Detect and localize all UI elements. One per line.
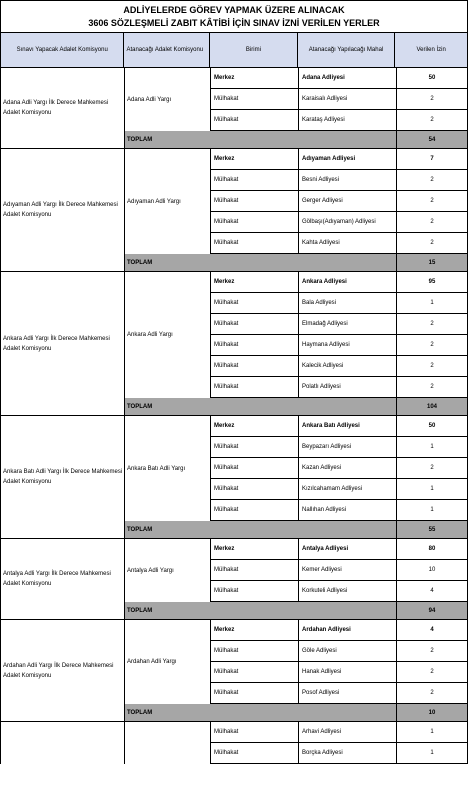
birim-cell: Mülhakat: [211, 641, 299, 661]
atanacak-cell: Antalya Adli Yargı: [125, 539, 211, 602]
group-details: [125, 416, 467, 539]
birim-cell: Mülhakat: [211, 110, 299, 130]
atanacak-cell: [125, 722, 211, 764]
table-row: [211, 356, 467, 377]
mahal-cell: Adana Adliyesi: [299, 68, 397, 88]
group-details: [125, 620, 467, 722]
toplam-row: [125, 398, 467, 416]
table-row: [211, 560, 467, 581]
mahal-cell: Antalya Adliyesi: [299, 539, 397, 559]
izin-cell: 2: [430, 198, 434, 204]
izin-cell: 1: [430, 300, 434, 306]
izin-cell: 2: [430, 219, 434, 225]
izin-cell: 95: [428, 279, 436, 285]
izin-cell: 2: [430, 384, 434, 390]
birim-cell: Merkez: [211, 416, 299, 436]
izin-cell: 1: [430, 444, 434, 450]
komisyon-cell: Adıyaman Adli Yargı İlk Derece Mahkemesi Adalet Komisyonu: [1, 149, 125, 272]
komisyon-cell: Ankara Batı Adli Yargı İlk Derece Mahkemesi Adalet Komisyonu: [1, 416, 125, 539]
toplam-row: [125, 254, 467, 272]
toplam-value: 94: [428, 607, 436, 614]
table-row: [211, 212, 467, 233]
izin-cell: 2: [430, 321, 434, 327]
mahal-cell: Hanak Adliyesi: [299, 662, 397, 682]
toplam-row: [125, 704, 467, 722]
komisyon-group: [0, 620, 468, 722]
izin-cell: 80: [428, 546, 436, 552]
izin-cell: 2: [430, 465, 434, 471]
mahal-cell: Posof Adliyesi: [299, 683, 397, 703]
table-row: [211, 722, 467, 743]
mahal-cell: Gölbaşı(Adıyaman) Adliyesi: [299, 212, 397, 232]
izin-cell: 7: [430, 156, 434, 162]
table-row: [211, 335, 467, 356]
komisyon-group: [0, 722, 468, 764]
mahal-cell: Karaisalı Adliyesi: [299, 89, 397, 109]
izin-cell: 4: [430, 627, 434, 633]
table-row: [211, 149, 467, 170]
table-row: [211, 581, 467, 602]
birim-cell: Mülhakat: [211, 560, 299, 580]
izin-cell: 2: [430, 669, 434, 675]
komisyon-cell: Ardahan Adli Yargı İlk Derece Mahkemesi Adalet Komisyonu: [1, 620, 125, 722]
birim-cell: Mülhakat: [211, 191, 299, 211]
table-row: [211, 743, 467, 764]
mahal-cell: Korkuteli Adliyesi: [299, 581, 397, 601]
komisyon-group: [0, 539, 468, 620]
table-row: [211, 539, 467, 560]
toplam-label: TOPLAM: [125, 131, 397, 148]
toplam-label: TOPLAM: [125, 704, 397, 721]
mahal-cell: Nallıhan Adliyesi: [299, 500, 397, 520]
atanacak-cell: Ardahan Adli Yargı: [125, 620, 211, 704]
birim-cell: Mülhakat: [211, 170, 299, 190]
toplam-label: TOPLAM: [125, 602, 397, 619]
table-row: [211, 377, 467, 398]
mahal-cell: Haymana Adliyesi: [299, 335, 397, 355]
izin-cell: 2: [430, 363, 434, 369]
izin-cell: 2: [430, 690, 434, 696]
birim-cell: Mülhakat: [211, 500, 299, 520]
birim-cell: Mülhakat: [211, 581, 299, 601]
table-row: [211, 314, 467, 335]
izin-cell: 4: [430, 588, 434, 594]
toplam-value: 55: [428, 526, 436, 533]
izin-cell: 2: [430, 117, 434, 123]
mahal-cell: Göle Adliyesi: [299, 641, 397, 661]
mahal-cell: Kahta Adliyesi: [299, 233, 397, 253]
mahal-cell: Gerger Adliyesi: [299, 191, 397, 211]
komisyon-group: [0, 149, 468, 272]
izin-cell: 2: [430, 240, 434, 246]
komisyon-cell: Ankara Adli Yargı İlk Derece Mahkemesi Adalet Komisyonu: [1, 272, 125, 416]
mahal-cell: Ankara Batı Adliyesi: [299, 416, 397, 436]
mahal-cell: Arhavi Adliyesi: [299, 722, 397, 742]
birim-cell: Mülhakat: [211, 377, 299, 397]
birim-cell: Mülhakat: [211, 356, 299, 376]
table-row: [211, 662, 467, 683]
birim-cell: Merkez: [211, 620, 299, 640]
header-atanacak: Atanacağı Adalet Komisyonu: [124, 33, 210, 67]
document-title: [0, 0, 468, 33]
mahal-cell: Polatlı Adliyesi: [299, 377, 397, 397]
mahal-cell: Besni Adliyesi: [299, 170, 397, 190]
mahal-cell: Adıyaman Adliyesi: [299, 149, 397, 169]
table-row: [211, 233, 467, 254]
komisyon-group: [0, 416, 468, 539]
birim-cell: Mülhakat: [211, 479, 299, 499]
mahal-cell: Elmadağ Adliyesi: [299, 314, 397, 334]
toplam-value: 104: [426, 403, 437, 410]
birim-cell: Mülhakat: [211, 722, 299, 742]
table-row: [211, 479, 467, 500]
izin-cell: 1: [430, 486, 434, 492]
toplam-value: 10: [428, 709, 436, 716]
group-details: [125, 149, 467, 272]
group-details: [125, 272, 467, 416]
table-row: [211, 437, 467, 458]
izin-cell: 2: [430, 177, 434, 183]
table-row: [211, 68, 467, 89]
birim-cell: Merkez: [211, 272, 299, 292]
birim-cell: Mülhakat: [211, 335, 299, 355]
table-body: [0, 68, 468, 764]
izin-cell: 1: [430, 507, 434, 513]
mahal-cell: Bala Adliyesi: [299, 293, 397, 313]
izin-cell: 2: [430, 96, 434, 102]
table-row: [211, 620, 467, 641]
atanacak-cell: Adıyaman Adli Yargı: [125, 149, 211, 254]
toplam-value: 15: [428, 259, 436, 266]
table-row: [211, 500, 467, 521]
mahal-cell: Kalecik Adliyesi: [299, 356, 397, 376]
mahal-cell: Beypazarı Adliyesi: [299, 437, 397, 457]
mahal-cell: Kızılcahamam Adliyesi: [299, 479, 397, 499]
mahal-cell: Ardahan Adliyesi: [299, 620, 397, 640]
header-izin: Verilen İzin: [416, 47, 446, 53]
atanacak-cell: Ankara Batı Adli Yargı: [125, 416, 211, 521]
toplam-label: TOPLAM: [125, 521, 397, 538]
izin-cell: 50: [428, 75, 436, 81]
title-line-2: 3606 SÖZLEŞMELİ ZABIT KÂTİBİ İÇİN SINAV İZNİ VERİLEN YERLER: [88, 18, 380, 28]
toplam-row: [125, 602, 467, 620]
izin-cell: 1: [430, 729, 434, 735]
atanacak-cell: Ankara Adli Yargı: [125, 272, 211, 398]
table-row: [211, 641, 467, 662]
toplam-label: TOPLAM: [125, 254, 397, 271]
mahal-cell: Ankara Adliyesi: [299, 272, 397, 292]
izin-cell: 10: [428, 567, 436, 573]
table-row: [211, 272, 467, 293]
izin-cell: 50: [428, 423, 436, 429]
izin-cell: 2: [430, 342, 434, 348]
komisyon-cell: [1, 722, 125, 764]
komisyon-group: [0, 272, 468, 416]
birim-cell: Merkez: [211, 539, 299, 559]
header-komisyon: Sınavı Yapacak Adalet Komisyonu: [1, 33, 124, 67]
birim-cell: Merkez: [211, 149, 299, 169]
atanacak-cell: Adana Adli Yargı: [125, 68, 211, 131]
mahal-cell: Borçka Adliyesi: [299, 743, 397, 763]
birim-cell: Mülhakat: [211, 233, 299, 253]
birim-cell: Merkez: [211, 68, 299, 88]
komisyon-cell: Antalya Adli Yargı İlk Derece Mahkemesi Adalet Komisyonu: [1, 539, 125, 620]
izin-cell: 1: [430, 750, 434, 756]
table-row: [211, 416, 467, 437]
group-details: [125, 68, 467, 149]
group-details: [125, 539, 467, 620]
table-row: [211, 110, 467, 131]
header-birimi: Birimi: [210, 33, 298, 67]
izin-cell: 2: [430, 648, 434, 654]
birim-cell: Mülhakat: [211, 683, 299, 703]
title-line-1: ADLİYELERDE GÖREV YAPMAK ÜZERE ALINACAK: [123, 5, 345, 15]
birim-cell: Mülhakat: [211, 743, 299, 763]
table-row: [211, 683, 467, 704]
table-row: [211, 170, 467, 191]
table-row: [211, 191, 467, 212]
toplam-row: [125, 131, 467, 149]
header-mahal: Atanacağı Yapılacağı Mahal: [298, 33, 396, 67]
birim-cell: Mülhakat: [211, 662, 299, 682]
mahal-cell: Kazan Adliyesi: [299, 458, 397, 478]
mahal-cell: Kemer Adliyesi: [299, 560, 397, 580]
mahal-cell: Karataş Adliyesi: [299, 110, 397, 130]
table-row: [211, 458, 467, 479]
toplam-value: 54: [428, 136, 436, 143]
birim-cell: Mülhakat: [211, 212, 299, 232]
birim-cell: Mülhakat: [211, 458, 299, 478]
table-row: [211, 89, 467, 110]
toplam-row: [125, 521, 467, 539]
group-details: [125, 722, 467, 764]
birim-cell: Mülhakat: [211, 293, 299, 313]
table-header: [0, 33, 468, 68]
toplam-label: TOPLAM: [125, 398, 397, 415]
komisyon-group: [0, 68, 468, 149]
table-row: [211, 293, 467, 314]
birim-cell: Mülhakat: [211, 437, 299, 457]
birim-cell: Mülhakat: [211, 314, 299, 334]
birim-cell: Mülhakat: [211, 89, 299, 109]
komisyon-cell: Adana Adli Yargı İlk Derece Mahkemesi Adalet Komisyonu: [1, 68, 125, 149]
